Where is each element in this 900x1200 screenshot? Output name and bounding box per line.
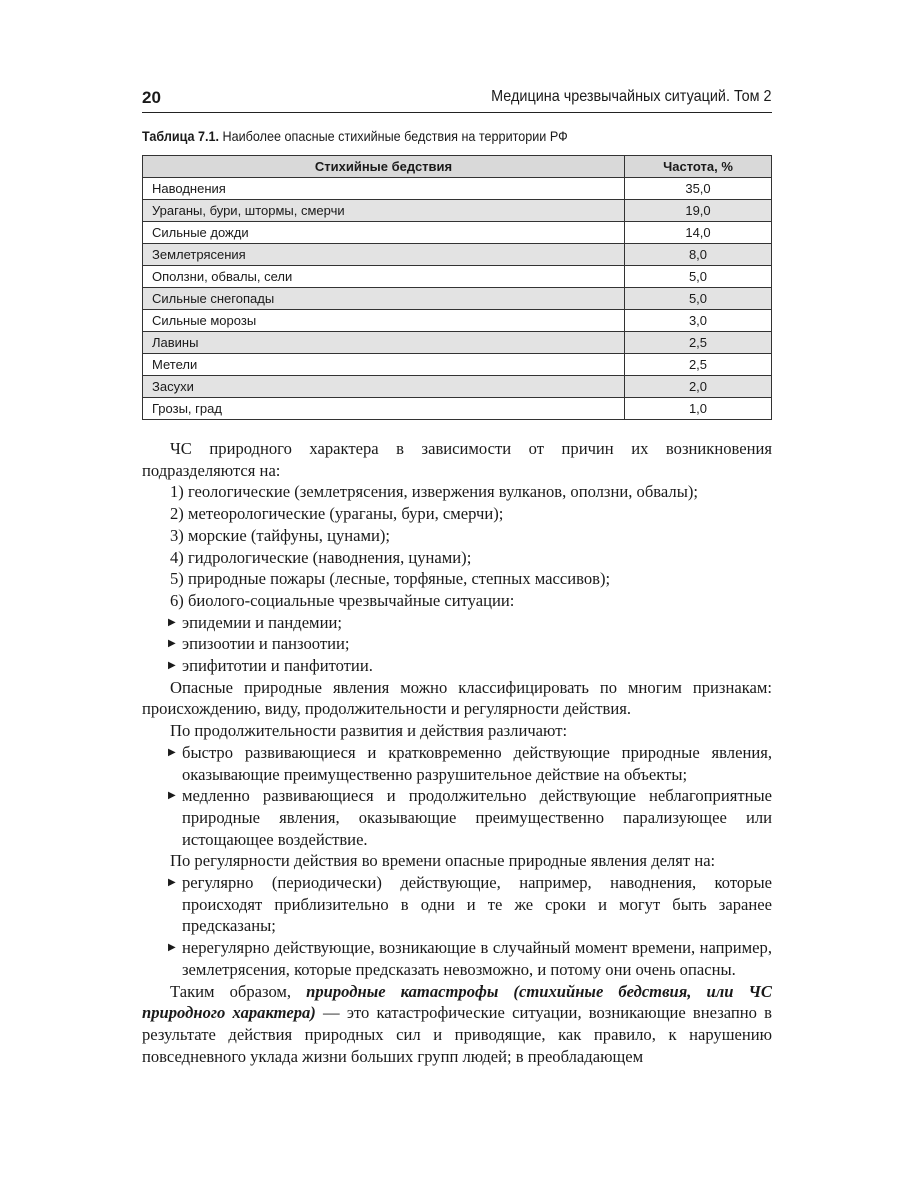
frequency-cell: 5,0 [625,288,772,310]
bio-bullet-item [142,612,772,634]
type-item: 5) природные пожары (лесные, торфяные, степных массивов); [170,569,611,589]
bio-bullet-item [142,633,772,655]
classify-paragraph: Опасные природные явления можно классифицировать по многим признакам: происхождению, виду, продолжительности и регулярности действия. [142,677,772,719]
table-row [143,266,772,288]
intro-paragraph: ЧС природного характера в зависимости от причин их возникновения подразделяются на: [142,439,772,480]
bullet-icon: ▶ [168,877,176,889]
regularity-paragraph: По регулярности действия во времени опасные природные явления делят на: [170,851,716,871]
duration-bullet-item [142,785,772,850]
table-caption-label: Таблица 7.1. [142,128,220,144]
frequency-cell: 2,5 [625,354,772,376]
type-item: 1) геологические (землетрясения, извержения вулканов, оползни, обвалы); [170,482,698,502]
frequency-cell: 2,0 [625,376,772,398]
col-header-frequency: Частота, % [625,156,772,178]
regularity-bullet-item [142,872,772,937]
conclusion-rest: — это катастрофические ситуации, возникающие внезапно в результате действия природных сил и приводящие, как правило, к нарушению повседневного уклада жизни больших групп людей; в преобладающем [142,1003,772,1066]
table-caption-text: Наиболее опасные стихийные бедствия на территории РФ [219,128,568,144]
regularity-bullet-text: нерегулярно действующие, возникающие в случайный момент времени, например, землетрясения, которые предсказать невозможно, и потому они очень опасны. [182,938,772,979]
disaster-name-cell: Наводнения [143,178,625,200]
table-row [143,376,772,398]
disaster-name-cell: Метели [143,354,625,376]
disaster-name-cell: Ураганы, бури, штормы, смерчи [143,200,625,222]
type-item: 3) морские (тайфуны, цунами); [170,525,391,545]
disaster-name-cell: Засухи [143,376,625,398]
bullet-icon: ▶ [168,638,176,650]
conclusion-paragraph [142,981,772,1068]
frequency-cell: 3,0 [625,310,772,332]
regularity-bullet-text: регулярно (периодически) действующие, например, наводнения, которые происходят приблизительно в одни и те же сроки и могут быть заранее предсказаны; [182,873,772,936]
bio-bullet-text: эпизоотии и панзоотии; [182,634,350,654]
table-row [143,354,772,376]
table-row [143,222,772,244]
page-number: 20 [142,88,161,107]
table-row [143,244,772,266]
body-text [142,438,772,1067]
table-row [143,200,772,222]
frequency-cell: 2,5 [625,332,772,354]
duration-bullet-text: медленно развивающиеся и продолжительно действующие неблагоприятные природные явления, оказывающие преимущественно парализующее или истощающее воздействие. [182,786,772,849]
bullet-icon: ▶ [168,942,176,954]
duration-bullet-text: быстро развивающиеся и кратковременно действующие природные явления, оказывающие преимущественно разрушительное действие на объекты; [182,742,772,784]
frequency-cell: 14,0 [625,222,772,244]
bio-bullet-item [142,655,772,677]
table-row [143,288,772,310]
disasters-table [142,155,772,420]
frequency-cell: 1,0 [625,398,772,420]
frequency-cell: 19,0 [625,200,772,222]
frequency-cell: 8,0 [625,244,772,266]
table-caption [142,128,718,144]
duration-paragraph: По продолжительности развития и действия различают: [170,721,568,741]
table-row [143,398,772,420]
frequency-cell: 35,0 [625,178,772,200]
table-header-row [143,156,772,178]
type-item: 4) гидрологические (наводнения, цунами); [170,547,472,567]
bio-bullet-text: эпифитотии и панфитотии. [182,656,373,676]
disaster-name-cell: Грозы, град [143,398,625,420]
conclusion-start: Таким образом, [170,981,307,1001]
disaster-name-cell: Лавины [143,332,625,354]
col-header-disaster: Стихийные бедствия [143,156,625,178]
disaster-name-cell: Землетрясения [143,244,625,266]
disaster-name-cell: Сильные дожди [143,222,625,244]
type-item: 2) метеорологические (ураганы, бури, смерчи); [170,504,504,524]
table-row [143,310,772,332]
page-header [142,86,772,113]
bullet-icon: ▶ [168,746,176,758]
bio-bullet-text: эпидемии и пандемии; [182,612,342,632]
duration-bullet-item [142,742,772,785]
disaster-name-cell: Оползни, обвалы, сели [143,266,625,288]
table-row [143,332,772,354]
conclusion-term: природные катастрофы (стихийные бедствия, или ЧС природного характера) [142,981,772,1023]
running-title: Медицина чрезвычайных ситуаций. Том 2 [491,88,772,105]
regularity-bullet-item [142,937,772,980]
type-item: 6) биолого-социальные чрезвычайные ситуации: [170,590,515,610]
bullet-icon: ▶ [168,616,176,628]
disaster-name-cell: Сильные морозы [143,310,625,332]
table-row [143,178,772,200]
frequency-cell: 5,0 [625,266,772,288]
disaster-name-cell: Сильные снегопады [143,288,625,310]
bullet-icon: ▶ [168,790,176,802]
bullet-icon: ▶ [168,660,176,672]
